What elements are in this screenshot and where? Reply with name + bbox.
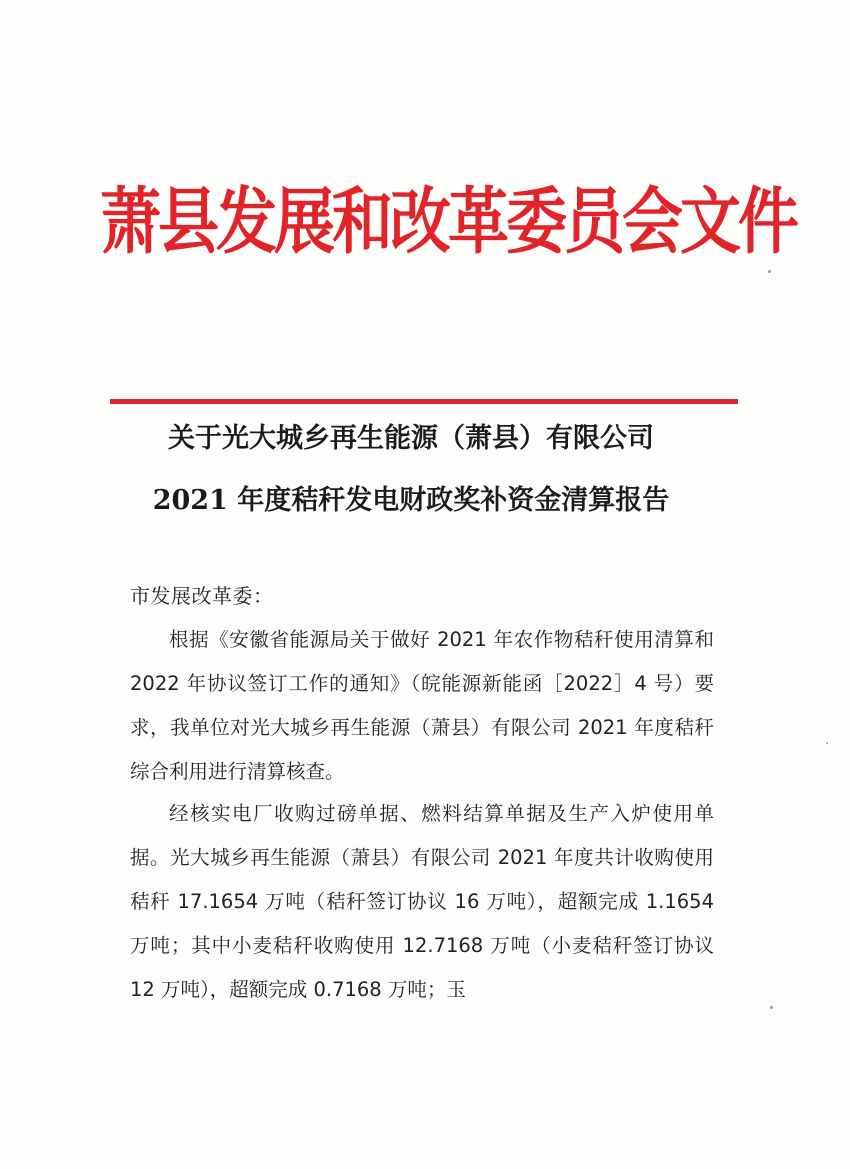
red-separator-line [110,399,738,404]
scan-speck [770,1006,773,1009]
body-paragraph-1: 根据《安徽省能源局关于做好 2021 年农作物秸秆使用清算和 2022 年协议签订工作的通知》（皖能源新能函［2022］4 号）要求，我单位对光大城乡再生能源（萧县）有限公司 2021 年度秸秆综合利用进行清算核查。 [130,628,714,783]
scan-speck [768,270,771,273]
document-title-line-2: 2021 年度秸秆发电财政奖补资金清算报告 [152,485,670,516]
issuer-header: 萧县发展和改革委员会文件 [100,180,797,265]
document-title-line-1: 关于光大城乡再生能源（萧县）有限公司 [168,423,654,454]
salutation: 市发展改革委： [130,584,274,608]
scan-speck [826,742,828,744]
body-paragraph-2: 经核实电厂收购过磅单据、燃料结算单据及生产入炉使用单据。光大城乡再生能源（萧县）有限公司 2021 年度共计收购使用秸秆 17.1654 万吨（秸秆签订协议 16 万吨），超额完成 1.1654 万吨；其中小麦秸秆收购使用 12.7168 万吨（小麦秸秆签订协议 12 万吨），超额完成 0.7168 万吨；玉 [130,802,714,1001]
